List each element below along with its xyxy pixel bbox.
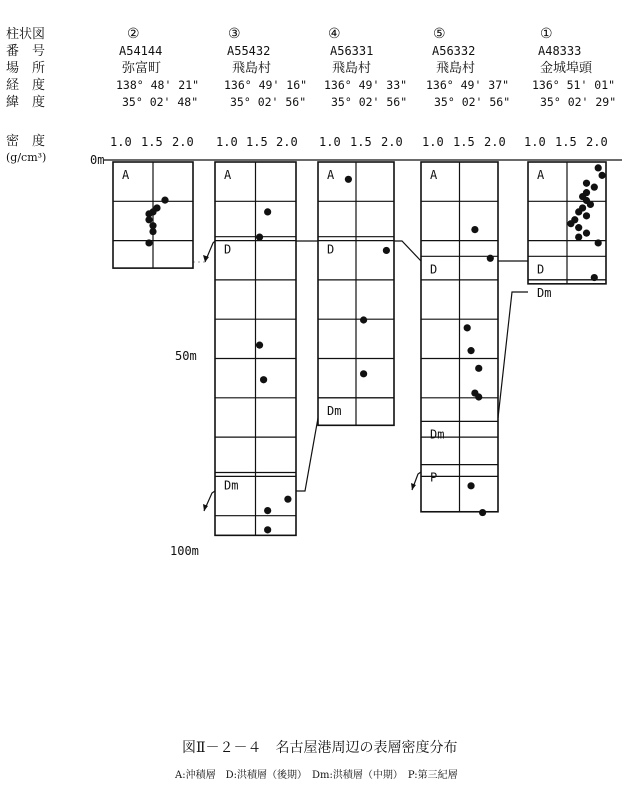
legend-text: A:沖積層 D:洪積層（後期） Dm:洪積層（中期） P:第三紀層: [175, 770, 458, 781]
tick-label: 1.5: [453, 135, 475, 149]
correlation-line: [498, 292, 528, 418]
column-id: A56331: [330, 44, 374, 58]
column-lon: 136° 49' 16": [224, 78, 308, 92]
density-point: [264, 507, 271, 514]
column-④: [318, 162, 394, 425]
density-point: [487, 255, 494, 262]
tick-label: 1.0: [319, 135, 341, 149]
column-no: ④: [328, 26, 341, 42]
column-lat: 35° 02' 56": [434, 95, 511, 109]
density-point: [260, 376, 267, 383]
density-point: [264, 208, 271, 215]
column-id: A48333: [538, 44, 582, 58]
layer-label: Dm: [430, 427, 445, 442]
column-③: [215, 162, 296, 535]
depth-label-100: 100m: [170, 544, 199, 558]
density-ticks-col-5: [422, 135, 506, 149]
density-point: [383, 247, 390, 254]
tick-label: 2.0: [276, 135, 298, 149]
header-labels: [6, 26, 46, 164]
layer-label: A: [224, 168, 232, 182]
tick-label: 2.0: [172, 135, 194, 149]
figure-title: 図Ⅱ－２－４ 名古屋港周辺の表層密度分布: [182, 740, 458, 756]
column-place: 飛島村: [436, 61, 476, 76]
density-point: [161, 197, 168, 204]
label-lat: 緯 度: [6, 95, 46, 110]
density-point: [575, 224, 582, 231]
density-point: [599, 172, 606, 179]
label-place: 場 所: [6, 61, 46, 76]
column-lat: 35° 02' 48": [122, 95, 199, 109]
depth-label-50: 50m: [175, 349, 197, 363]
density-point: [471, 226, 478, 233]
column-place: 弥富町: [122, 61, 162, 76]
density-point: [467, 482, 474, 489]
density-ticks-col-3: [216, 135, 298, 149]
layer-label: A: [327, 168, 335, 182]
tick-label: 1.5: [246, 135, 268, 149]
layer-label: D: [327, 242, 335, 257]
layer-label: A: [537, 168, 545, 182]
density-point: [475, 365, 482, 372]
layer-label: Dm: [224, 478, 239, 493]
density-point: [149, 228, 156, 235]
depth-label-0: 0m: [90, 153, 105, 167]
column-place: 飛島村: [332, 61, 372, 76]
tick-label: 1.5: [555, 135, 577, 149]
column-header-5: [426, 26, 510, 109]
layer-label: Dm: [327, 403, 342, 418]
column-id: A55432: [227, 44, 271, 58]
layer-label: A: [122, 168, 130, 182]
column-lon: 136° 51' 01": [532, 78, 616, 92]
correlation-line: [394, 241, 421, 261]
density-point: [360, 370, 367, 377]
column-id: A54144: [119, 44, 163, 58]
density-point: [479, 509, 486, 516]
column-lon: 136° 49' 37": [426, 78, 510, 92]
tick-label: 1.0: [524, 135, 546, 149]
column-header-3: [224, 26, 307, 109]
label-density-unit: (g/cm³): [6, 151, 47, 164]
column-lat: 35° 02' 56": [230, 95, 307, 109]
density-point: [583, 180, 590, 187]
column-⑤: [421, 162, 498, 516]
layer-label: P: [430, 470, 438, 485]
layer-label: D: [430, 262, 438, 277]
density-point: [464, 324, 471, 331]
column-no: ①: [540, 26, 553, 42]
density-ticks-col-1: [524, 135, 608, 149]
density-point: [583, 230, 590, 237]
density-ticks-col-2: [110, 135, 194, 149]
column-place: 金城埠頭: [540, 61, 593, 76]
density-point: [575, 233, 582, 240]
column-lon: 138° 48' 21": [116, 78, 200, 92]
density-point: [467, 347, 474, 354]
density-point: [591, 184, 598, 191]
column-lat: 35° 02' 29": [540, 95, 617, 109]
density-point: [591, 274, 598, 281]
arrow-head: [411, 483, 416, 490]
layer-label: D: [224, 242, 232, 257]
label-id: 番 号: [6, 44, 46, 59]
layer-label: D: [537, 262, 545, 277]
tick-label: 1.0: [216, 135, 238, 149]
column-lon: 136° 49' 33": [324, 78, 408, 92]
density-point: [264, 526, 271, 533]
column-headers: [116, 26, 616, 109]
tick-label: 2.0: [586, 135, 608, 149]
density-point: [595, 164, 602, 171]
density-point: [256, 233, 263, 240]
column-header-2: [116, 26, 199, 109]
density-point: [256, 342, 263, 349]
density-point: [595, 239, 602, 246]
density-point: [360, 316, 367, 323]
layer-label: A: [430, 168, 438, 182]
correlation-line: [296, 418, 318, 491]
density-point: [345, 176, 352, 183]
tick-label: 2.0: [381, 135, 403, 149]
density-point: [284, 496, 291, 503]
density-point: [583, 212, 590, 219]
column-place: 飛島村: [232, 61, 272, 76]
column-id: A56332: [432, 44, 476, 58]
column-①: [528, 162, 606, 300]
label-lon: 経 度: [6, 78, 46, 93]
column-lat: 35° 02' 56": [331, 95, 408, 109]
density-point: [587, 201, 594, 208]
tick-label: 2.0: [484, 135, 506, 149]
density-point: [567, 220, 574, 227]
column-②: [113, 162, 193, 268]
column-header-4: [324, 26, 407, 109]
tick-label: 1.0: [422, 135, 444, 149]
density-point: [475, 393, 482, 400]
caption: [174, 739, 458, 781]
column-no: ⑤: [433, 26, 446, 42]
tick-label: 1.5: [141, 135, 163, 149]
column-no: ②: [127, 26, 140, 42]
density-point: [575, 208, 582, 215]
density-point: [145, 216, 152, 223]
tick-label: 1.0: [110, 135, 132, 149]
density-tick-labels: [110, 135, 608, 149]
tick-label: 1.5: [350, 135, 372, 149]
density-point: [145, 239, 152, 246]
column-no: ③: [228, 26, 241, 42]
column-header-1: [532, 26, 616, 109]
density-ticks-col-4: [319, 135, 403, 149]
label-density: 密 度: [6, 134, 46, 149]
layer-label: Dm: [537, 285, 552, 300]
label-column-no: 柱状図: [6, 27, 46, 42]
